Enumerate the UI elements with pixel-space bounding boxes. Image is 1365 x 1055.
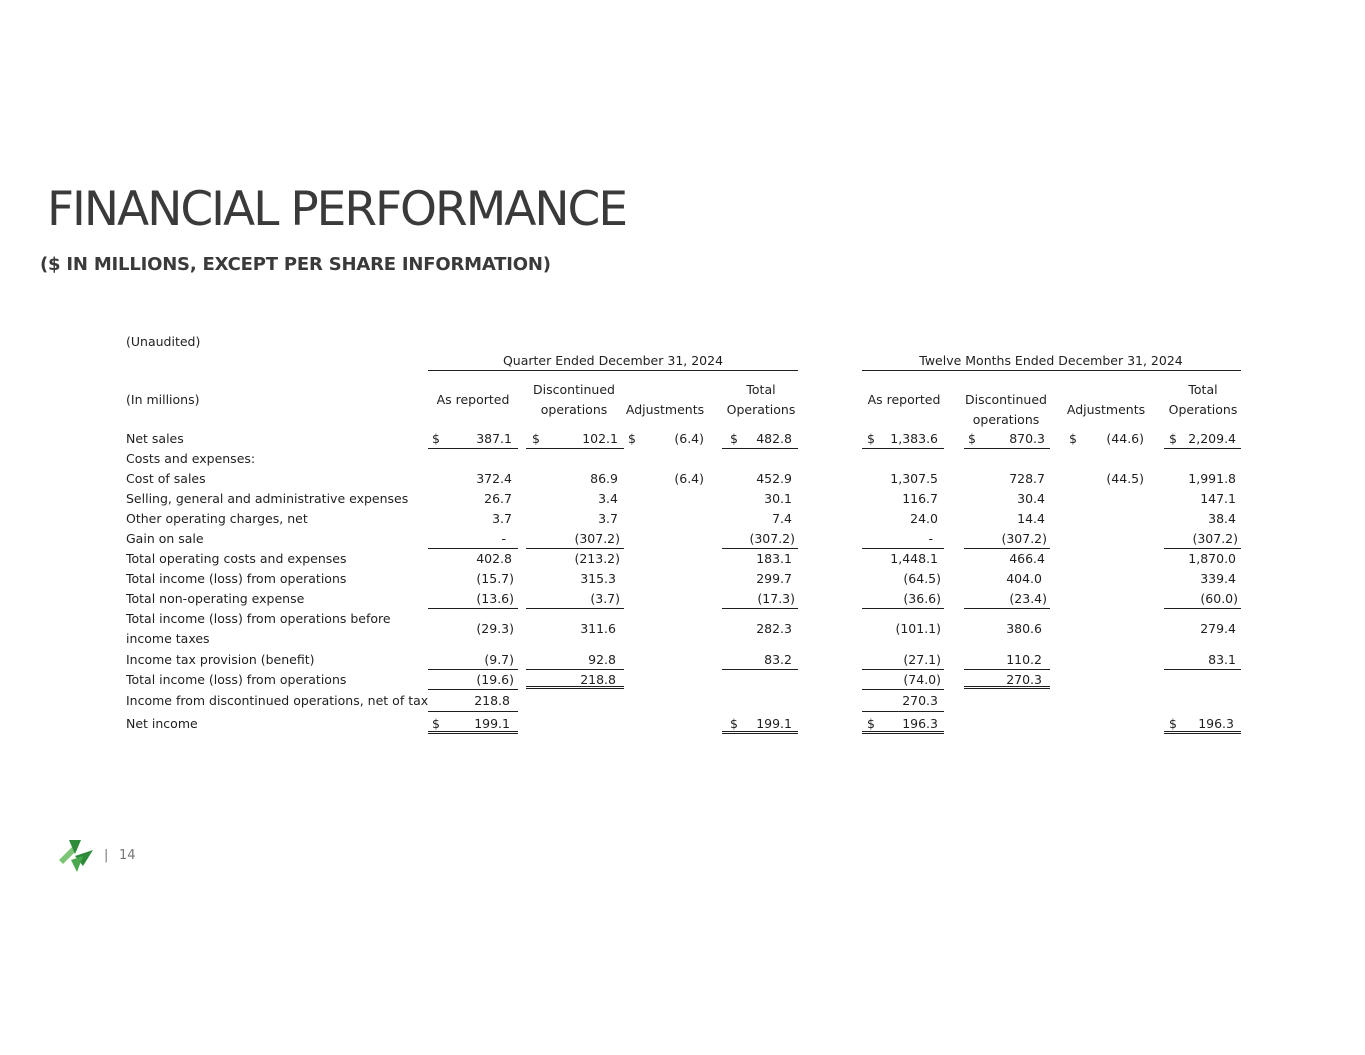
group-header-twelve: Twelve Months Ended December 31, 2024 — [919, 353, 1183, 368]
cell-value: 482.8 — [756, 431, 792, 446]
cell-value: 870.3 — [1009, 431, 1045, 446]
cell-value: (60.0) — [1200, 591, 1238, 606]
row-label: Net income — [126, 716, 198, 731]
cell-value: 380.6 — [1006, 621, 1042, 636]
cell-value: (27.1) — [903, 652, 941, 667]
cell-value: 1,448.1 — [890, 551, 938, 566]
col-header-as-reported-y: As reported — [867, 392, 941, 407]
cell-value: 311.6 — [580, 621, 616, 636]
cell-value: 387.1 — [476, 431, 512, 446]
dollar-sign: $ — [867, 716, 875, 731]
cell-value: (74.0) — [903, 672, 941, 687]
cell-value: (36.6) — [903, 591, 941, 606]
dollar-sign: $ — [432, 716, 440, 731]
cell-value: 372.4 — [476, 471, 512, 486]
row-label-continued: income taxes — [126, 631, 210, 646]
col-header-total: Total — [746, 382, 776, 397]
company-logo-icon — [55, 836, 97, 874]
cell-value: 1,870.0 — [1188, 551, 1236, 566]
cell-value: (44.5) — [1106, 471, 1144, 486]
col-header-total-2: Operations — [726, 402, 796, 417]
cell-value: (213.2) — [574, 551, 620, 566]
cell-value: (307.2) — [1001, 531, 1047, 546]
cell-value: 86.9 — [590, 471, 618, 486]
row-label: Selling, general and administrative expenses — [126, 491, 409, 506]
page-subtitle: ($ IN MILLIONS, EXCEPT PER SHARE INFORMATION) — [40, 254, 551, 275]
cell-value: 299.7 — [756, 571, 792, 586]
cell-value: 270.3 — [902, 693, 938, 708]
cell-value: 1,991.8 — [1188, 471, 1236, 486]
cell-value: 38.4 — [1208, 511, 1236, 526]
cell-value: (6.4) — [674, 431, 704, 446]
cell-value: 30.4 — [1017, 491, 1045, 506]
cell-value: 1,383.6 — [890, 431, 938, 446]
cell-value: 402.8 — [476, 551, 512, 566]
row-label: Costs and expenses: — [126, 451, 256, 466]
row-label: Total non-operating expense — [126, 591, 305, 606]
cell-value: 282.3 — [756, 621, 792, 636]
cell-value: 196.3 — [1198, 716, 1234, 731]
cell-value: (44.6) — [1106, 431, 1144, 446]
row-label: Income from discontinued operations, net of tax — [126, 693, 429, 708]
row-label: Cost of sales — [126, 471, 206, 486]
row-label: Net sales — [126, 431, 184, 446]
cell-value: 3.7 — [492, 511, 512, 526]
in-millions-label: (In millions) — [126, 392, 200, 407]
cell-value: (19.6) — [476, 672, 514, 687]
cell-value: (17.3) — [757, 591, 795, 606]
cell-value: (307.2) — [749, 531, 795, 546]
cell-value: 116.7 — [902, 491, 938, 506]
cell-value: (64.5) — [903, 571, 941, 586]
row-label: Income tax provision (benefit) — [126, 652, 315, 667]
cell-value: (101.1) — [895, 621, 941, 636]
cell-value: (6.4) — [674, 471, 704, 486]
cell-value: 218.8 — [474, 693, 510, 708]
cell-value: 14.4 — [1017, 511, 1045, 526]
cell-value: 110.2 — [1006, 652, 1042, 667]
cell-value: 728.7 — [1009, 471, 1045, 486]
cell-value: 196.3 — [902, 716, 938, 731]
cell-value: 452.9 — [756, 471, 792, 486]
dollar-sign: $ — [867, 431, 875, 446]
dollar-sign: $ — [628, 431, 636, 446]
dollar-sign: $ — [432, 431, 440, 446]
cell-value: (15.7) — [476, 571, 514, 586]
row-label: Gain on sale — [126, 531, 204, 546]
cell-value: - — [928, 531, 933, 546]
cell-value: 279.4 — [1200, 621, 1236, 636]
cell-value: 3.7 — [598, 511, 618, 526]
cell-value: (307.2) — [574, 531, 620, 546]
cell-value: 26.7 — [484, 491, 512, 506]
group-header-quarter: Quarter Ended December 31, 2024 — [502, 353, 724, 368]
col-header-as-reported: As reported — [436, 392, 510, 407]
dollar-sign: $ — [968, 431, 976, 446]
cell-value: 30.1 — [764, 491, 792, 506]
cell-value: 315.3 — [580, 571, 616, 586]
row-label: Other operating charges, net — [126, 511, 308, 526]
cell-value: 147.1 — [1200, 491, 1236, 506]
unaudited-label: (Unaudited) — [126, 334, 201, 349]
col-header-total-y-2: Operations — [1168, 402, 1238, 417]
col-header-discontinued: Discontinued — [533, 382, 615, 397]
cell-value: 102.1 — [582, 431, 618, 446]
cell-value: 92.8 — [588, 652, 616, 667]
col-header-adjustments-y: Adjustments — [1066, 402, 1146, 417]
col-header-total-y: Total — [1188, 382, 1218, 397]
page-number: 14 — [119, 848, 136, 863]
page-title: FINANCIAL PERFORMANCE — [47, 182, 627, 237]
cell-value: (3.7) — [590, 591, 620, 606]
cell-value: 199.1 — [756, 716, 792, 731]
dollar-sign: $ — [1169, 716, 1177, 731]
cell-value: 24.0 — [910, 511, 938, 526]
dollar-sign: $ — [1069, 431, 1077, 446]
col-header-adjustments: Adjustments — [625, 402, 705, 417]
row-label: Total income (loss) from operations before — [126, 611, 391, 626]
cell-value: 270.3 — [1006, 672, 1042, 687]
cell-value: 3.4 — [598, 491, 618, 506]
dollar-sign: $ — [730, 431, 738, 446]
dollar-sign: $ — [730, 716, 738, 731]
cell-value: (307.2) — [1192, 531, 1238, 546]
dollar-sign: $ — [1169, 431, 1177, 446]
cell-value: 83.2 — [764, 652, 792, 667]
col-header-discontinued-y: Discontinued — [965, 392, 1047, 407]
footer-separator: | — [104, 848, 109, 863]
cell-value: (9.7) — [484, 652, 514, 667]
col-header-discontinued-2: operations — [540, 402, 608, 417]
cell-value: 339.4 — [1200, 571, 1236, 586]
col-header-discontinued-y-2: operations — [972, 412, 1040, 427]
cell-value: 404.0 — [1006, 571, 1042, 586]
cell-value: (29.3) — [476, 621, 514, 636]
row-label: Total income (loss) from operations — [126, 571, 347, 586]
cell-value: 2,209.4 — [1188, 431, 1236, 446]
cell-value: (13.6) — [476, 591, 514, 606]
cell-value: 218.8 — [580, 672, 616, 687]
row-label: Total operating costs and expenses — [126, 551, 347, 566]
cell-value: 1,307.5 — [890, 471, 938, 486]
cell-value: 466.4 — [1009, 551, 1045, 566]
cell-value: - — [501, 531, 506, 546]
dollar-sign: $ — [532, 431, 540, 446]
cell-value: (23.4) — [1009, 591, 1047, 606]
cell-value: 83.1 — [1208, 652, 1236, 667]
cell-value: 183.1 — [756, 551, 792, 566]
cell-value: 199.1 — [474, 716, 510, 731]
cell-value: 7.4 — [772, 511, 792, 526]
row-label: Total income (loss) from operations — [126, 672, 347, 687]
